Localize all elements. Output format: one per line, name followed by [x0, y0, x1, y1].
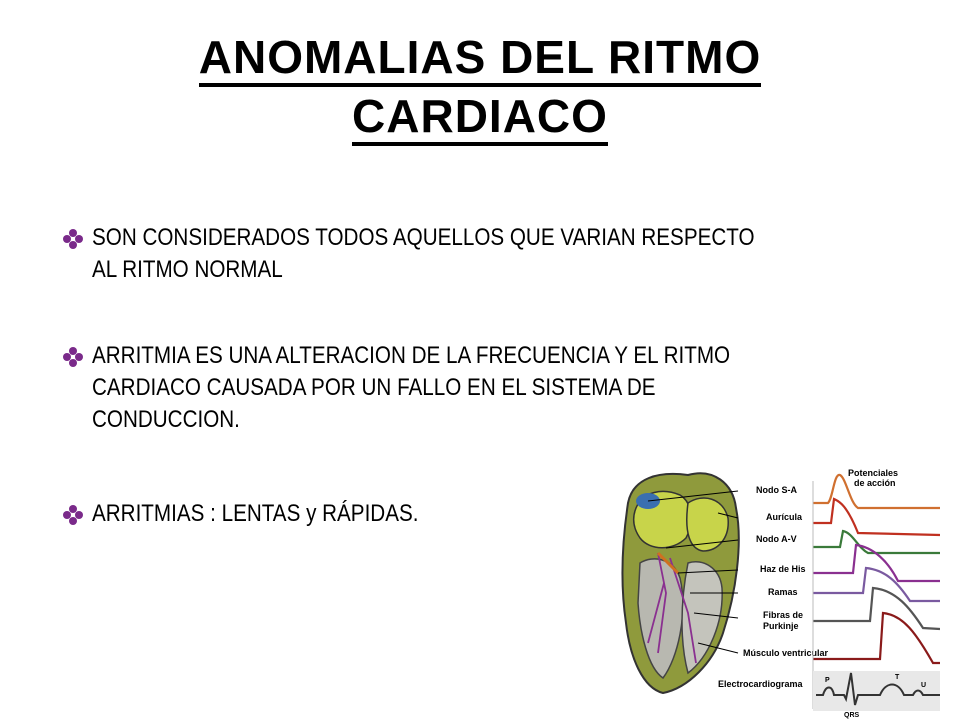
- diamond-bullet-icon: [62, 228, 84, 250]
- bullet-line: ARRITMIA ES UNA ALTERACION DE LA FRECUENCIA Y EL RITMO: [92, 342, 731, 369]
- label-ecg: Electrocardiograma: [718, 679, 803, 689]
- bullet-line: CONDUCCION.: [92, 406, 240, 433]
- slide-title: [0, 28, 960, 146]
- label-auricula: Aurícula: [766, 512, 803, 522]
- bullet-item: [62, 222, 960, 286]
- diamond-bullet-icon: [62, 346, 84, 368]
- ecg-t: T: [895, 674, 900, 681]
- label-musculo: Músculo ventricular: [743, 648, 829, 658]
- bullet-line: ARRITMIAS : LENTAS y RÁPIDAS.: [92, 500, 419, 527]
- bullet-line: SON CONSIDERADOS TODOS AQUELLOS QUE VARIAN RESPECTO: [92, 224, 755, 251]
- figure-header-1: Potenciales: [848, 468, 899, 478]
- label-fibras: Fibras de: [763, 610, 804, 620]
- label-nodo-sa: Nodo S-A: [756, 485, 797, 495]
- ecg-u: U: [921, 682, 927, 689]
- bullet-line: CARDIACO CAUSADA POR UN FALLO EN EL SISTEMA DE: [92, 374, 656, 401]
- title-line-2: CARDIACO: [352, 90, 608, 146]
- heart-illustration: [622, 473, 738, 693]
- ecg-qrs: QRS: [844, 712, 860, 719]
- bullet-line: AL RITMO NORMAL: [92, 256, 283, 283]
- label-nodo-av: Nodo A-V: [756, 534, 797, 544]
- diamond-bullet-icon: [62, 504, 84, 526]
- heart-conduction-figure: [618, 463, 940, 720]
- ecg-p: P: [825, 677, 830, 684]
- title-line-1: ANOMALIAS DEL RITMO: [199, 31, 761, 87]
- label-haz-his: Haz de His: [760, 564, 806, 574]
- bullet-item: [62, 340, 960, 436]
- label-purkinje: Purkinje: [763, 621, 799, 631]
- label-ramas: Ramas: [768, 587, 798, 597]
- figure-header-2: de acción: [854, 478, 896, 488]
